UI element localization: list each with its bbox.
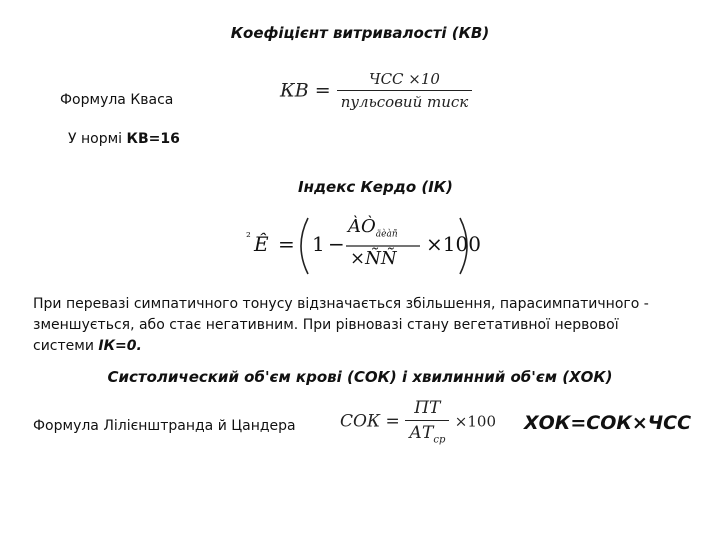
sok-title: Систолический об'єм крові (СОК) і хвилинний об'єм (ХОК) bbox=[107, 368, 613, 386]
kv-norm-prefix: У нормі bbox=[68, 131, 127, 147]
sok-numerator: ПТ bbox=[414, 398, 441, 418]
ik-numerator-sub: äèàñ bbox=[375, 229, 398, 240]
kv-numerator: ЧСС ×10 bbox=[368, 70, 440, 88]
ik-numerator-main: ÀÒ bbox=[348, 216, 376, 237]
ik-title: Індекс Кердо (ІК) bbox=[298, 178, 453, 196]
ik-minus: − bbox=[328, 232, 345, 256]
ik-lhs-sup: ² bbox=[246, 230, 251, 244]
ik-text-line-3-value: ІК=0. bbox=[98, 338, 142, 354]
kv-norm-value: КВ=16 bbox=[126, 131, 180, 147]
kv-formula-lhs: КВ = bbox=[280, 79, 331, 102]
kv-norm bbox=[68, 131, 180, 147]
ik-times: ×100 bbox=[426, 232, 481, 256]
sok-times: ×100 bbox=[454, 412, 496, 431]
kv-fraction bbox=[337, 70, 473, 111]
ik-text-line-2: зменшується, або стає негативним. При рівновазі стану вегетативної нервової bbox=[33, 317, 619, 333]
ik-description bbox=[33, 294, 688, 357]
ik-equals: = bbox=[278, 232, 295, 256]
sok-denominator-main: АТ bbox=[409, 423, 434, 443]
ik-text-line-3 bbox=[33, 336, 688, 357]
sok-denominator-sub: ср bbox=[433, 434, 446, 446]
ik-denominator: ×ÑÑ bbox=[350, 248, 397, 269]
sok-formula-label: Формула Лілієнштранда й Цандера bbox=[33, 418, 296, 434]
xok-formula: ХОК=СОК×ЧСС bbox=[524, 412, 692, 434]
kv-formula bbox=[280, 70, 472, 111]
ik-lhs: Ê bbox=[254, 232, 269, 256]
sok-denominator bbox=[405, 420, 449, 445]
ik-one: 1 bbox=[312, 232, 325, 256]
sok-fraction bbox=[405, 398, 449, 445]
ik-text-line-1: При перевазі симпатичного тонусу відзначається збільшення, парасимпатичного - bbox=[33, 296, 649, 312]
ik-formula bbox=[246, 210, 486, 280]
sok-formula-lhs: СОК = bbox=[340, 411, 400, 432]
kv-title: Коефіцієнт витривалості (КВ) bbox=[230, 24, 490, 42]
kv-denominator: пульсовий тиск bbox=[337, 90, 473, 111]
ik-numerator bbox=[348, 216, 398, 240]
kv-formula-label: Формула Кваса bbox=[60, 92, 174, 108]
sok-formula bbox=[340, 398, 496, 445]
ik-text-line-3-prefix: системи bbox=[33, 338, 99, 354]
